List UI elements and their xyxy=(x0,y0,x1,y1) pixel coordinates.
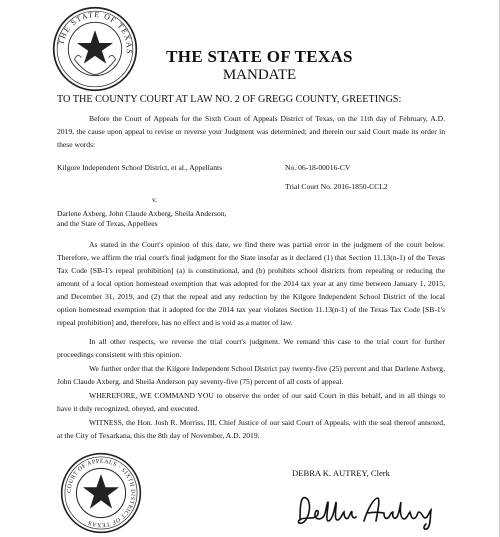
document-subtitle: MANDATE xyxy=(222,67,297,83)
appellees-text: Darlene Axberg, John Claude Axberg, Sheila Anderson, and the State of Texas, Appellees xyxy=(57,209,227,228)
case-number: No. 06-18-00016-CV xyxy=(285,163,351,172)
greeting-line: TO THE COUNTY COURT AT LAW NO. 2 OF GREGG COUNTY, GREETINGS: xyxy=(57,94,402,105)
versus-text: v. xyxy=(152,195,158,204)
paragraph-command: WHEREFORE, WE COMMAND YOU to observe the order of our said Court in this behalf, and in all things to have it duly recognized, obeyed, and executed. xyxy=(57,391,445,413)
appellants-text: Kilgore Independent School District, et al., Appellants xyxy=(57,163,223,172)
trial-court-number: Trial Court No. 2016-1850-CCL2 xyxy=(285,182,388,191)
court-of-appeals-seal xyxy=(60,452,142,534)
paragraph-remand: In all other respects, we reverse the trial court's judgment. We remand this case to the trial court for further proceedings consistent with this opinion. xyxy=(57,337,445,359)
clerk-name: DEBRA K. AUTREY, Clerk xyxy=(292,468,390,478)
paragraph-costs: We further order that the Kilgore Independent School District pay twenty-five (25) percent and that Darlene Axberg, John Claude Axberg, and Sheila Anderson pay seventy-five (75) percent of all costs of appeal. xyxy=(57,364,445,386)
intro-paragraph: Before the Court of Appeals for the Sixth Court of Appeals District of Texas, on the 11th day of February, A.D. 2019, the cause upon appeal to revise or reverse your Judgment was determined; and therein our said Court made its order in these words: xyxy=(57,114,445,149)
top-seal-ring-text: THE STATE OF TEXAS xyxy=(56,10,134,56)
bottom-seal-ring-text: COURT OF APPEALS · SIXTH DISTRICT OF TEXAS xyxy=(66,458,136,528)
clerk-signature xyxy=(294,490,444,532)
paragraph-judgment: As stated in the Court's opinion of this date, we find there was partial error in the judgment of the court below. Therefore, we affirm the trial court's final judgment for the State insofar as it declared (1) that Section 11.13(n-1) of the Texas Tax Code [SB-1's repeal prohibition] (a) is constitutional, and (b) prohibits school districts from repealing or reducing the amount of a local option homestead exemption that was adopted for the 2014 tax year at any time between January 1, 2015, and December 31, 2019, and (2) that the repeal and any reduction by the Kilgore Independent School District of the local option homestead exemption that it adopted for the 2014 tax year violates Section 11.13(n-1) of the Texas Tax Code [SB-1's repeal prohibition] and, therefore, has no effect and is void as a matter of law. xyxy=(57,240,445,327)
paragraph-witness: WITNESS, the Hon. Josh R. Morriss, III, Chief Justice of our said Court of Appeals, with the seal thereof annexed, at the City of Texarkana, this the 8th day of November, A.D. 2019. xyxy=(57,418,445,440)
document-title: THE STATE OF TEXAS xyxy=(166,47,353,66)
